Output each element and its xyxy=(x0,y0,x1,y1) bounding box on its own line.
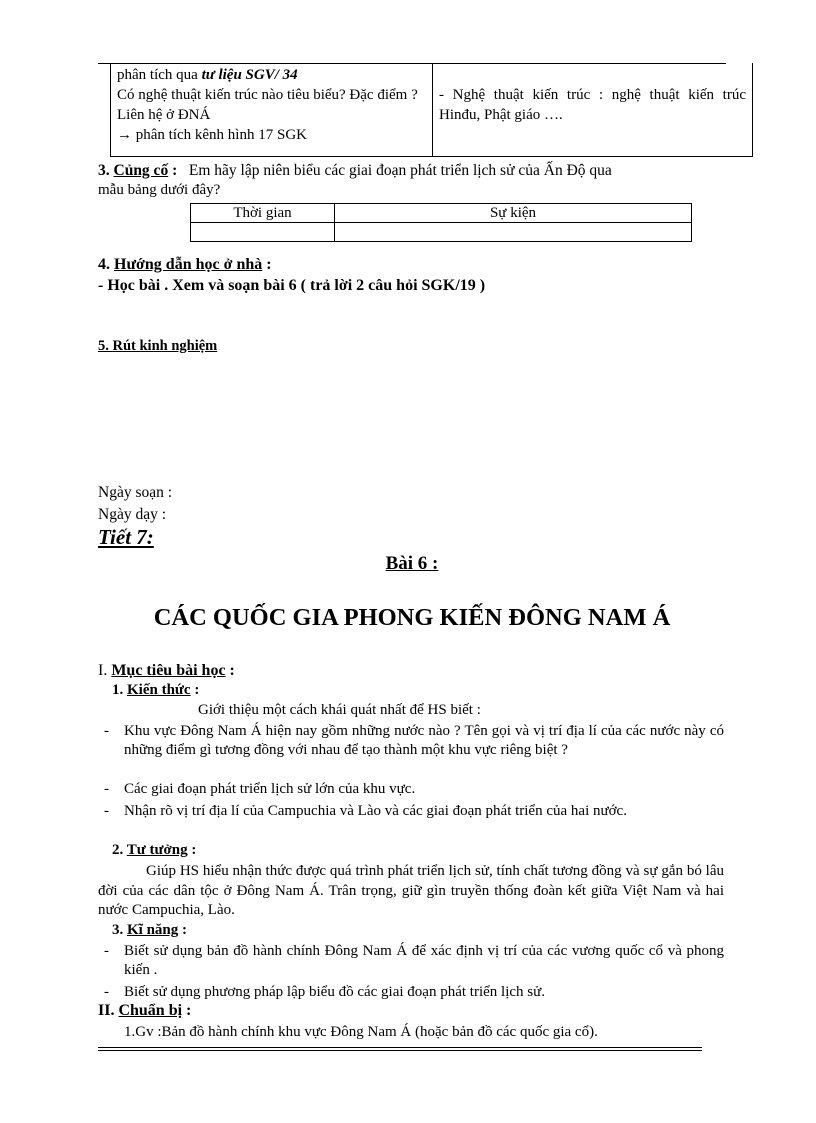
bottom-rule xyxy=(98,1050,702,1051)
kien-thuc-intro: Giới thiệu một cách khái quát nhất để HS biết : xyxy=(198,702,481,718)
list-item: - Khu vực Đông Nam Á hiện nay gồm những nước nào ? Tên gọi và vị trí địa lí của các nước này có những điểm gì tương đồng với nhau để tạo thành một khu vực riêng biệt ? xyxy=(104,723,724,758)
cung-co-text: Em hãy lập niên biểu các giai đoạn phát triển lịch sử của Ấn Độ qua xyxy=(188,162,612,179)
muc-tieu-heading: I. Mục tiêu bài học : xyxy=(98,662,235,679)
lesson-number: Bài 6 : xyxy=(385,553,439,574)
list-item: - Biết sử dụng phương pháp lập biểu đồ các giai đoạn phát triển lịch sử. xyxy=(104,984,545,1000)
huong-dan-text: - Học bài . Xem và soạn bài 6 ( trả lời 2 câu hỏi SGK/19 ) xyxy=(98,277,486,294)
list-item: - Nhận rõ vị trí địa lí của Campuchia và Lào và các giai đoạn phát triển của hai nước. xyxy=(104,803,627,819)
bottom-rule xyxy=(98,1047,702,1048)
cung-co-line2 xyxy=(98,182,220,199)
header-time: Thời gian xyxy=(191,204,335,223)
left-prefix: phân tích qua xyxy=(117,67,202,83)
rut-kinh-nghiem-heading: 5. Rút kinh nghiệm xyxy=(98,338,218,354)
tiet-label: Tiết 7: xyxy=(98,525,154,549)
list-item: - Các giai đoạn phát triển lịch sử lớn của khu vực. xyxy=(104,781,416,797)
ki-nang-heading: 3. Kĩ năng : xyxy=(112,922,188,938)
tu-tuong-heading: 2. Tư tưởng : xyxy=(112,842,197,858)
activity-left-cell xyxy=(111,63,433,156)
chuan-bi-heading: II. Chuẩn bị : xyxy=(98,1002,192,1019)
chuan-bi-text: 1.Gv :Bản đồ hành chính khu vực Đông Nam Á (hoặc bản đồ các quốc gia cổ). xyxy=(124,1024,598,1040)
ngay-day: Ngày dạy : xyxy=(98,506,167,523)
huong-dan-heading: 4. Hướng dẫn học ở nhà : xyxy=(98,256,272,273)
activity-table xyxy=(110,63,753,157)
activity-right-cell xyxy=(433,63,752,178)
cung-co-text2: mẫu bảng dưới đây? xyxy=(98,182,221,198)
ngay-soan: Ngày soạn : xyxy=(98,484,173,501)
left-prefix-em: tư liệu SGV/ 34 xyxy=(201,67,298,83)
kien-thuc-heading: 1. Kiến thức : xyxy=(112,682,200,698)
timeline-table xyxy=(190,203,692,242)
empty-cell xyxy=(335,223,692,242)
list-item: - Biết sử dụng bản đồ hành chính Đông Nam Á để xác định vị trí của các vương quốc cổ và phong kiến . xyxy=(104,943,724,978)
right-text: - Nghệ thuật kiến trúc : nghệ thuật kiến trúc Hinđu, Phật giáo …. xyxy=(439,87,746,123)
left-ref: phân tích kênh hình 17 SGK xyxy=(132,127,307,143)
left-question: Có nghệ thuật kiến trúc nào tiêu biểu? Đặc điểm ? Liên hệ ở ĐNÁ xyxy=(117,87,418,123)
page-title: CÁC QUỐC GIA PHONG KIẾN ĐÔNG NAM Á xyxy=(153,604,671,631)
empty-cell xyxy=(191,223,335,242)
arrow-right-icon: → xyxy=(117,127,132,143)
tu-tuong-text: Giúp HS hiểu nhận thức được quá trình phát triển lịch sử, tính chất tương đồng và sự gắn bó lâu đời của các dân tộc ở Đông Nam Á. Trân trọng, giữ gìn truyền thống đoàn kết giữa Việt Nam và hai nước Campuchia, Lào. xyxy=(98,863,724,918)
header-event: Sự kiện xyxy=(335,204,692,223)
cung-co-heading: Củng cố xyxy=(113,162,169,179)
cung-co-line: 3. Củng cố : Em hãy lập niên biểu các giai đoạn phát triển lịch sử của Ấn Độ qua xyxy=(98,162,612,179)
